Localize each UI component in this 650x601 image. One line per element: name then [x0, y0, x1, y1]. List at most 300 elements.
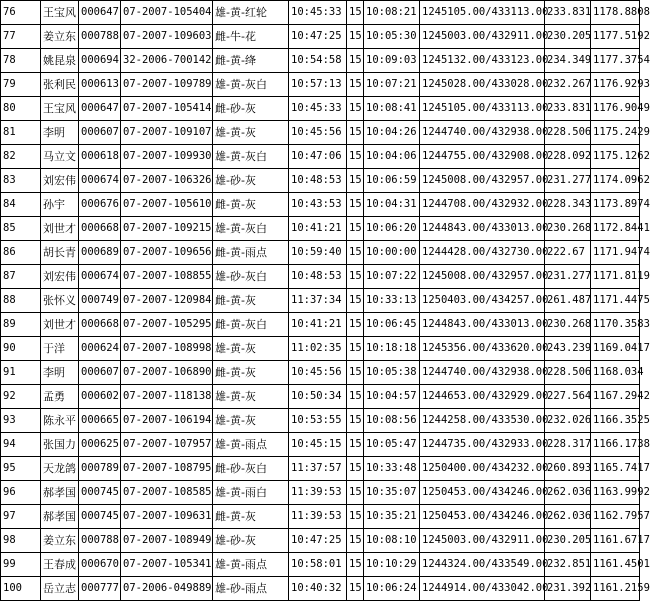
- rank-cell: 97: [1, 505, 41, 529]
- sex-color-cell: 雄-黄-灰白: [213, 73, 289, 97]
- ring-number-cell: 07-2007-106890: [121, 361, 213, 385]
- day-cell: 15: [347, 145, 364, 169]
- arrival-time-cell: 10:45:33: [289, 1, 347, 25]
- table-row: [1, 289, 640, 313]
- speed-cell: 1163.9992: [591, 481, 640, 505]
- rank-cell: 93: [1, 409, 41, 433]
- ring-number-cell: 07-2007-108855: [121, 265, 213, 289]
- day-cell: 15: [347, 361, 364, 385]
- coordinates-cell: 1244735.00/432933.00: [420, 433, 545, 457]
- ring-number-cell: 07-2007-106326: [121, 169, 213, 193]
- day-cell: 15: [347, 169, 364, 193]
- table-row: [1, 1, 640, 25]
- day-cell: 15: [347, 265, 364, 289]
- day-cell: 15: [347, 49, 364, 73]
- day-cell: 15: [347, 289, 364, 313]
- member-id-cell: 000624: [79, 337, 121, 361]
- distance-cell: 233.831: [545, 1, 591, 25]
- speed-cell: 1173.8974: [591, 193, 640, 217]
- coordinates-cell: 1250453.00/434246.00: [420, 481, 545, 505]
- arrival-time-cell: 10:47:06: [289, 145, 347, 169]
- table-row: [1, 73, 640, 97]
- speed-cell: 1177.5192: [591, 25, 640, 49]
- coordinates-cell: 1244324.00/433549.00: [420, 553, 545, 577]
- owner-name-cell: 王宝风: [41, 1, 79, 25]
- member-id-cell: 000618: [79, 145, 121, 169]
- speed-cell: 1172.8441: [591, 217, 640, 241]
- sex-color-cell: 雄-砂-灰: [213, 169, 289, 193]
- speed-cell: 1174.0962: [591, 169, 640, 193]
- elapsed-time-cell: 10:08:41: [364, 97, 420, 121]
- distance-cell: 262.036: [545, 481, 591, 505]
- member-id-cell: 000607: [79, 121, 121, 145]
- arrival-time-cell: 11:37:34: [289, 289, 347, 313]
- speed-cell: 1161.4501: [591, 553, 640, 577]
- ring-number-cell: 07-2007-109930: [121, 145, 213, 169]
- ring-number-cell: 07-2007-105295: [121, 313, 213, 337]
- owner-name-cell: 王宝风: [41, 97, 79, 121]
- arrival-time-cell: 10:40:32: [289, 577, 347, 601]
- arrival-time-cell: 10:45:15: [289, 433, 347, 457]
- sex-color-cell: 雌-黄-雨点: [213, 241, 289, 265]
- elapsed-time-cell: 10:35:07: [364, 481, 420, 505]
- distance-cell: 228.092: [545, 145, 591, 169]
- arrival-time-cell: 10:58:01: [289, 553, 347, 577]
- rank-cell: 99: [1, 553, 41, 577]
- elapsed-time-cell: 10:08:10: [364, 529, 420, 553]
- owner-name-cell: 郝孝国: [41, 481, 79, 505]
- speed-cell: 1176.9293: [591, 73, 640, 97]
- owner-name-cell: 陈永平: [41, 409, 79, 433]
- owner-name-cell: 姚昆泉: [41, 49, 79, 73]
- rank-cell: 98: [1, 529, 41, 553]
- elapsed-time-cell: 10:09:03: [364, 49, 420, 73]
- table-row: [1, 265, 640, 289]
- member-id-cell: 000674: [79, 265, 121, 289]
- ring-number-cell: 07-2007-108795: [121, 457, 213, 481]
- day-cell: 15: [347, 433, 364, 457]
- sex-color-cell: 雌-牛-花: [213, 25, 289, 49]
- member-id-cell: 000613: [79, 73, 121, 97]
- day-cell: 15: [347, 385, 364, 409]
- member-id-cell: 000668: [79, 313, 121, 337]
- member-id-cell: 000607: [79, 361, 121, 385]
- speed-cell: 1175.1262: [591, 145, 640, 169]
- owner-name-cell: 于洋: [41, 337, 79, 361]
- rank-cell: 100: [1, 577, 41, 601]
- speed-cell: 1168.034: [591, 361, 640, 385]
- day-cell: 15: [347, 1, 364, 25]
- coordinates-cell: 1244258.00/433530.00: [420, 409, 545, 433]
- arrival-time-cell: 11:39:53: [289, 481, 347, 505]
- table-row: [1, 529, 640, 553]
- elapsed-time-cell: 10:35:21: [364, 505, 420, 529]
- coordinates-cell: 1245008.00/432957.00: [420, 169, 545, 193]
- day-cell: 15: [347, 337, 364, 361]
- owner-name-cell: 刘宏伟: [41, 265, 79, 289]
- owner-name-cell: 马立文: [41, 145, 79, 169]
- ring-number-cell: 07-2007-107957: [121, 433, 213, 457]
- coordinates-cell: 1245356.00/433620.00: [420, 337, 545, 361]
- sex-color-cell: 雌-黄-灰: [213, 193, 289, 217]
- elapsed-time-cell: 10:05:30: [364, 25, 420, 49]
- coordinates-cell: 1245003.00/432911.00: [420, 25, 545, 49]
- rank-cell: 87: [1, 265, 41, 289]
- sex-color-cell: 雌-黄-绛: [213, 49, 289, 73]
- table-row: [1, 121, 640, 145]
- sex-color-cell: 雄-黄-灰白: [213, 217, 289, 241]
- coordinates-cell: 1245008.00/432957.00: [420, 265, 545, 289]
- distance-cell: 232.851: [545, 553, 591, 577]
- coordinates-cell: 1244914.00/433042.00: [420, 577, 545, 601]
- table-row: [1, 241, 640, 265]
- table-row: [1, 457, 640, 481]
- sex-color-cell: 雄-黄-雨点: [213, 433, 289, 457]
- distance-cell: 233.831: [545, 97, 591, 121]
- ring-number-cell: 07-2007-109603: [121, 25, 213, 49]
- distance-cell: 232.026: [545, 409, 591, 433]
- distance-cell: 260.893: [545, 457, 591, 481]
- rank-cell: 91: [1, 361, 41, 385]
- owner-name-cell: 李明: [41, 121, 79, 145]
- member-id-cell: 000647: [79, 1, 121, 25]
- elapsed-time-cell: 10:07:22: [364, 265, 420, 289]
- distance-cell: 230.205: [545, 529, 591, 553]
- speed-cell: 1170.3583: [591, 313, 640, 337]
- table-row: [1, 505, 640, 529]
- day-cell: 15: [347, 553, 364, 577]
- table-row: [1, 217, 640, 241]
- member-id-cell: 000788: [79, 529, 121, 553]
- owner-name-cell: 张怀义: [41, 289, 79, 313]
- owner-name-cell: 孟勇: [41, 385, 79, 409]
- distance-cell: 234.349: [545, 49, 591, 73]
- member-id-cell: 000694: [79, 49, 121, 73]
- arrival-time-cell: 11:37:57: [289, 457, 347, 481]
- elapsed-time-cell: 10:08:21: [364, 1, 420, 25]
- speed-cell: 1161.6717: [591, 529, 640, 553]
- coordinates-cell: 1244708.00/432932.00: [420, 193, 545, 217]
- arrival-time-cell: 11:39:53: [289, 505, 347, 529]
- day-cell: 15: [347, 193, 364, 217]
- sex-color-cell: 雄-砂-灰: [213, 529, 289, 553]
- owner-name-cell: 姜立东: [41, 529, 79, 553]
- owner-name-cell: 王春成: [41, 553, 79, 577]
- owner-name-cell: 姜立东: [41, 25, 79, 49]
- day-cell: 15: [347, 25, 364, 49]
- member-id-cell: 000777: [79, 577, 121, 601]
- member-id-cell: 000689: [79, 241, 121, 265]
- arrival-time-cell: 10:57:13: [289, 73, 347, 97]
- distance-cell: 230.268: [545, 217, 591, 241]
- owner-name-cell: 刘世才: [41, 313, 79, 337]
- elapsed-time-cell: 10:10:29: [364, 553, 420, 577]
- rank-cell: 77: [1, 25, 41, 49]
- distance-cell: 262.036: [545, 505, 591, 529]
- arrival-time-cell: 10:54:58: [289, 49, 347, 73]
- rank-cell: 95: [1, 457, 41, 481]
- ring-number-cell: 07-2007-105404: [121, 1, 213, 25]
- owner-name-cell: 岳立志: [41, 577, 79, 601]
- sex-color-cell: 雄-黄-雨点: [213, 553, 289, 577]
- rank-cell: 81: [1, 121, 41, 145]
- arrival-time-cell: 10:47:25: [289, 25, 347, 49]
- arrival-time-cell: 10:48:53: [289, 265, 347, 289]
- rank-cell: 86: [1, 241, 41, 265]
- ring-number-cell: 07-2006-049889: [121, 577, 213, 601]
- arrival-time-cell: 10:53:55: [289, 409, 347, 433]
- coordinates-cell: 1244740.00/432938.00: [420, 361, 545, 385]
- sex-color-cell: 雄-黄-灰: [213, 121, 289, 145]
- member-id-cell: 000745: [79, 505, 121, 529]
- ring-number-cell: 07-2007-108949: [121, 529, 213, 553]
- rank-cell: 90: [1, 337, 41, 361]
- arrival-time-cell: 10:45:56: [289, 361, 347, 385]
- speed-cell: 1166.3525: [591, 409, 640, 433]
- speed-cell: 1177.3754: [591, 49, 640, 73]
- owner-name-cell: 张利民: [41, 73, 79, 97]
- day-cell: 15: [347, 409, 364, 433]
- sex-color-cell: 雄-砂-雨点: [213, 577, 289, 601]
- sex-color-cell: 雄-砂-灰白: [213, 265, 289, 289]
- rank-cell: 84: [1, 193, 41, 217]
- rank-cell: 80: [1, 97, 41, 121]
- day-cell: 15: [347, 577, 364, 601]
- owner-name-cell: 刘宏伟: [41, 169, 79, 193]
- rank-cell: 76: [1, 1, 41, 25]
- ring-number-cell: 07-2007-106194: [121, 409, 213, 433]
- elapsed-time-cell: 10:05:47: [364, 433, 420, 457]
- arrival-time-cell: 11:02:35: [289, 337, 347, 361]
- day-cell: 15: [347, 529, 364, 553]
- sex-color-cell: 雌-黄-灰: [213, 289, 289, 313]
- ring-number-cell: 32-2006-700142: [121, 49, 213, 73]
- owner-name-cell: 天龙鸽: [41, 457, 79, 481]
- ring-number-cell: 07-2007-109107: [121, 121, 213, 145]
- table-row: [1, 553, 640, 577]
- coordinates-cell: 1250400.00/434232.00: [420, 457, 545, 481]
- speed-cell: 1169.0417: [591, 337, 640, 361]
- owner-name-cell: 刘世才: [41, 217, 79, 241]
- member-id-cell: 000749: [79, 289, 121, 313]
- member-id-cell: 000745: [79, 481, 121, 505]
- distance-cell: 231.392: [545, 577, 591, 601]
- elapsed-time-cell: 10:06:59: [364, 169, 420, 193]
- member-id-cell: 000789: [79, 457, 121, 481]
- elapsed-time-cell: 10:33:13: [364, 289, 420, 313]
- speed-cell: 1176.9049: [591, 97, 640, 121]
- coordinates-cell: 1245105.00/433113.00: [420, 1, 545, 25]
- coordinates-cell: 1250453.00/434246.00: [420, 505, 545, 529]
- member-id-cell: 000625: [79, 433, 121, 457]
- distance-cell: 222.67: [545, 241, 591, 265]
- ring-number-cell: 07-2007-109656: [121, 241, 213, 265]
- speed-cell: 1161.2159: [591, 577, 640, 601]
- coordinates-cell: 1244843.00/433013.00: [420, 217, 545, 241]
- member-id-cell: 000668: [79, 217, 121, 241]
- sex-color-cell: 雌-砂-灰白: [213, 457, 289, 481]
- ring-number-cell: 07-2007-109631: [121, 505, 213, 529]
- day-cell: 15: [347, 481, 364, 505]
- day-cell: 15: [347, 313, 364, 337]
- table-row: [1, 49, 640, 73]
- ring-number-cell: 07-2007-108585: [121, 481, 213, 505]
- rank-cell: 96: [1, 481, 41, 505]
- elapsed-time-cell: 10:06:20: [364, 217, 420, 241]
- owner-name-cell: 张国力: [41, 433, 79, 457]
- ring-number-cell: 07-2007-105341: [121, 553, 213, 577]
- ring-number-cell: 07-2007-109789: [121, 73, 213, 97]
- elapsed-time-cell: 10:08:56: [364, 409, 420, 433]
- distance-cell: 227.564: [545, 385, 591, 409]
- member-id-cell: 000647: [79, 97, 121, 121]
- distance-cell: 231.277: [545, 265, 591, 289]
- rank-cell: 92: [1, 385, 41, 409]
- rank-cell: 83: [1, 169, 41, 193]
- speed-cell: 1171.8119: [591, 265, 640, 289]
- table-row: [1, 313, 640, 337]
- table-row: [1, 193, 640, 217]
- member-id-cell: 000676: [79, 193, 121, 217]
- arrival-time-cell: 10:43:53: [289, 193, 347, 217]
- member-id-cell: 000602: [79, 385, 121, 409]
- arrival-time-cell: 10:48:53: [289, 169, 347, 193]
- rank-cell: 94: [1, 433, 41, 457]
- arrival-time-cell: 10:45:56: [289, 121, 347, 145]
- table-row: [1, 169, 640, 193]
- elapsed-time-cell: 10:18:18: [364, 337, 420, 361]
- member-id-cell: 000674: [79, 169, 121, 193]
- coordinates-cell: 1250403.00/434257.00: [420, 289, 545, 313]
- elapsed-time-cell: 10:04:31: [364, 193, 420, 217]
- speed-cell: 1166.1738: [591, 433, 640, 457]
- elapsed-time-cell: 10:04:57: [364, 385, 420, 409]
- member-id-cell: 000670: [79, 553, 121, 577]
- arrival-time-cell: 10:50:34: [289, 385, 347, 409]
- day-cell: 15: [347, 217, 364, 241]
- coordinates-cell: 1245003.00/432911.00: [420, 529, 545, 553]
- sex-color-cell: 雄-黄-红轮: [213, 1, 289, 25]
- day-cell: 15: [347, 73, 364, 97]
- elapsed-time-cell: 10:33:48: [364, 457, 420, 481]
- elapsed-time-cell: 10:05:38: [364, 361, 420, 385]
- distance-cell: 230.205: [545, 25, 591, 49]
- distance-cell: 228.506: [545, 121, 591, 145]
- arrival-time-cell: 10:41:21: [289, 313, 347, 337]
- owner-name-cell: 郝孝国: [41, 505, 79, 529]
- day-cell: 15: [347, 505, 364, 529]
- coordinates-cell: 1244755.00/432908.00: [420, 145, 545, 169]
- ring-number-cell: 07-2007-105414: [121, 97, 213, 121]
- rank-cell: 79: [1, 73, 41, 97]
- rank-cell: 85: [1, 217, 41, 241]
- owner-name-cell: 胡长青: [41, 241, 79, 265]
- coordinates-cell: 1245028.00/433028.00: [420, 73, 545, 97]
- coordinates-cell: 1245105.00/433113.00: [420, 97, 545, 121]
- coordinates-cell: 1244740.00/432938.00: [420, 121, 545, 145]
- table-row: [1, 433, 640, 457]
- distance-cell: 228.317: [545, 433, 591, 457]
- sex-color-cell: 雄-黄-雨白: [213, 481, 289, 505]
- speed-cell: 1175.2429: [591, 121, 640, 145]
- distance-cell: 261.487: [545, 289, 591, 313]
- table-row: [1, 409, 640, 433]
- rank-cell: 88: [1, 289, 41, 313]
- table-row: [1, 577, 640, 601]
- elapsed-time-cell: 10:04:06: [364, 145, 420, 169]
- coordinates-cell: 1244843.00/433013.00: [420, 313, 545, 337]
- coordinates-cell: 1245132.00/433123.00: [420, 49, 545, 73]
- ring-number-cell: 07-2007-120984: [121, 289, 213, 313]
- speed-cell: 1171.4475: [591, 289, 640, 313]
- sex-color-cell: 雌-黄-灰白: [213, 313, 289, 337]
- coordinates-cell: 1244428.00/432730.00: [420, 241, 545, 265]
- speed-cell: 1165.7417: [591, 457, 640, 481]
- elapsed-time-cell: 10:00:00: [364, 241, 420, 265]
- rank-cell: 89: [1, 313, 41, 337]
- sex-color-cell: 雄-黄-灰: [213, 409, 289, 433]
- ring-number-cell: 07-2007-108998: [121, 337, 213, 361]
- arrival-time-cell: 10:41:21: [289, 217, 347, 241]
- distance-cell: 231.277: [545, 169, 591, 193]
- elapsed-time-cell: 10:04:26: [364, 121, 420, 145]
- sex-color-cell: 雄-黄-灰: [213, 385, 289, 409]
- coordinates-cell: 1244653.00/432929.00: [420, 385, 545, 409]
- table-row: [1, 385, 640, 409]
- arrival-time-cell: 10:59:40: [289, 241, 347, 265]
- table-row: [1, 481, 640, 505]
- sex-color-cell: 雄-黄-灰: [213, 337, 289, 361]
- ring-number-cell: 07-2007-105610: [121, 193, 213, 217]
- elapsed-time-cell: 10:06:24: [364, 577, 420, 601]
- speed-cell: 1171.9474: [591, 241, 640, 265]
- day-cell: 15: [347, 97, 364, 121]
- rank-cell: 78: [1, 49, 41, 73]
- speed-cell: 1167.2942: [591, 385, 640, 409]
- distance-cell: 232.267: [545, 73, 591, 97]
- sex-color-cell: 雌-砂-灰: [213, 97, 289, 121]
- table-row: [1, 337, 640, 361]
- sex-color-cell: 雌-黄-灰: [213, 505, 289, 529]
- rank-cell: 82: [1, 145, 41, 169]
- ring-number-cell: 07-2007-118138: [121, 385, 213, 409]
- elapsed-time-cell: 10:07:21: [364, 73, 420, 97]
- elapsed-time-cell: 10:06:45: [364, 313, 420, 337]
- sex-color-cell: 雄-黄-灰白: [213, 145, 289, 169]
- speed-cell: 1178.8808: [591, 1, 640, 25]
- arrival-time-cell: 10:47:25: [289, 529, 347, 553]
- speed-cell: 1162.7957: [591, 505, 640, 529]
- distance-cell: 243.239: [545, 337, 591, 361]
- owner-name-cell: 孙宇: [41, 193, 79, 217]
- distance-cell: 228.506: [545, 361, 591, 385]
- day-cell: 15: [347, 457, 364, 481]
- sex-color-cell: 雌-黄-灰: [213, 361, 289, 385]
- distance-cell: 230.268: [545, 313, 591, 337]
- member-id-cell: 000665: [79, 409, 121, 433]
- day-cell: 15: [347, 241, 364, 265]
- distance-cell: 228.343: [545, 193, 591, 217]
- table-row: [1, 97, 640, 121]
- arrival-time-cell: 10:45:33: [289, 97, 347, 121]
- day-cell: 15: [347, 121, 364, 145]
- table-row: [1, 25, 640, 49]
- ring-number-cell: 07-2007-109215: [121, 217, 213, 241]
- table-row: [1, 145, 640, 169]
- table-row: [1, 361, 640, 385]
- owner-name-cell: 李明: [41, 361, 79, 385]
- member-id-cell: 000788: [79, 25, 121, 49]
